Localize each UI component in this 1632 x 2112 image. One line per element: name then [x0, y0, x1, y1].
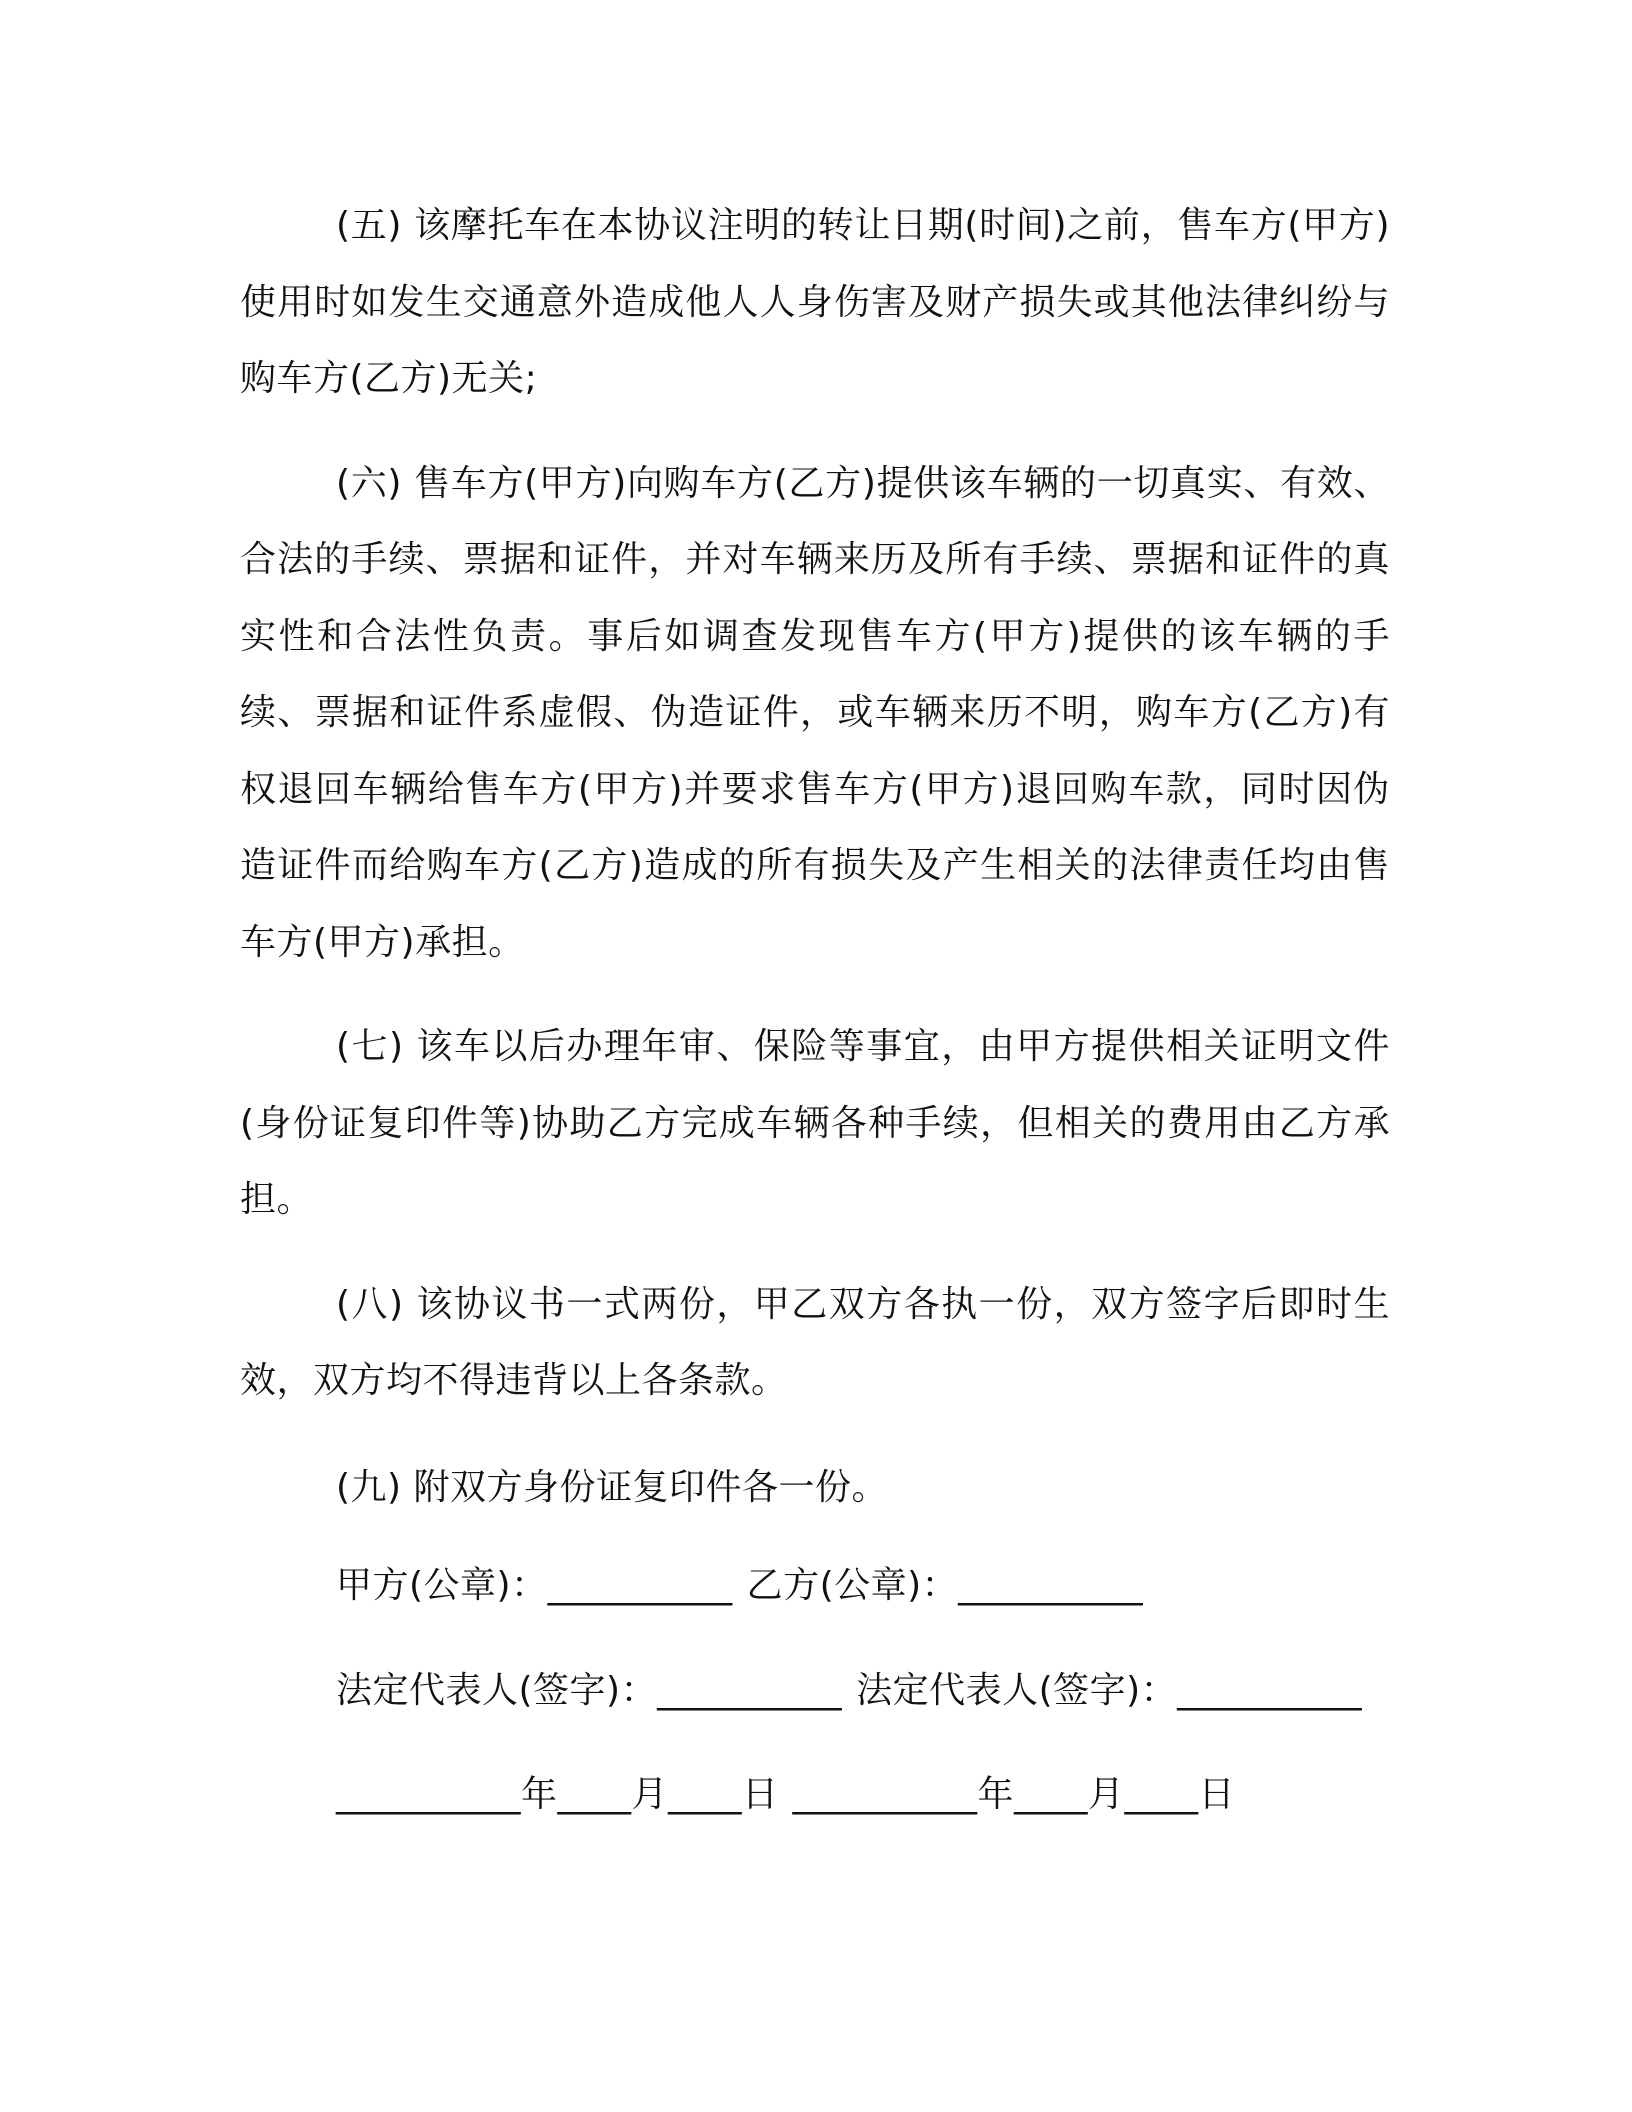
clause-9: (九) 附双方身份证复印件各一份。: [336, 1466, 889, 1508]
party-b-date: __________年____月____日: [792, 1774, 1235, 1815]
party-a-date: __________年____月____日: [336, 1774, 779, 1815]
clause-5: (五) 该摩托车在本协议注明的转让日期(时间)之前，售车方(甲方)使用时如发生交通意外造成他人人身伤害及财产损失或其他法律纠纷与购车方(乙方)无关;: [240, 205, 1390, 399]
representative-line: [240, 1653, 1390, 1730]
clause-8: (八) 该协议书一式两份，甲乙双方各执一份，双方签字后即时生效，双方均不得违背以上各条款。: [240, 1283, 1390, 1401]
party-a-representative: 法定代表人(签字)：__________: [336, 1669, 843, 1711]
party-b-representative: 法定代表人(签字)：__________: [856, 1669, 1363, 1711]
party-b-seal: 乙方(公章)：__________: [746, 1565, 1144, 1606]
document-body: [240, 188, 1390, 1862]
party-a-seal: 甲方(公章)：__________: [336, 1565, 733, 1606]
clause-6: (六) 售车方(甲方)向购车方(乙方)提供该车辆的一切真实、有效、合法的手续、票据和证件，并对车辆来历及所有手续、票据和证件的真实性和合法性负责。事后如调查发现售车方(甲方)提供的该车辆的手续、票据和证件系虚假、伪造证件，或车辆来历不明，购车方(乙方)有权退回车辆给售车方(甲方)并要求售车方(甲方)退回购车款，同时因伪造证件而给购车方(乙方)造成的所有损失及产生相关的法律责任均由售车方(甲方)承担。: [240, 462, 1390, 963]
seal-line: [240, 1548, 1390, 1625]
clause-7: (七) 该车以后办理年审、保险等事宜，由甲方提供相关证明文件(身份证复印件等)协助乙方完成车辆各种手续，但相关的费用由乙方承担。: [240, 1026, 1390, 1220]
date-line: [240, 1757, 1390, 1834]
